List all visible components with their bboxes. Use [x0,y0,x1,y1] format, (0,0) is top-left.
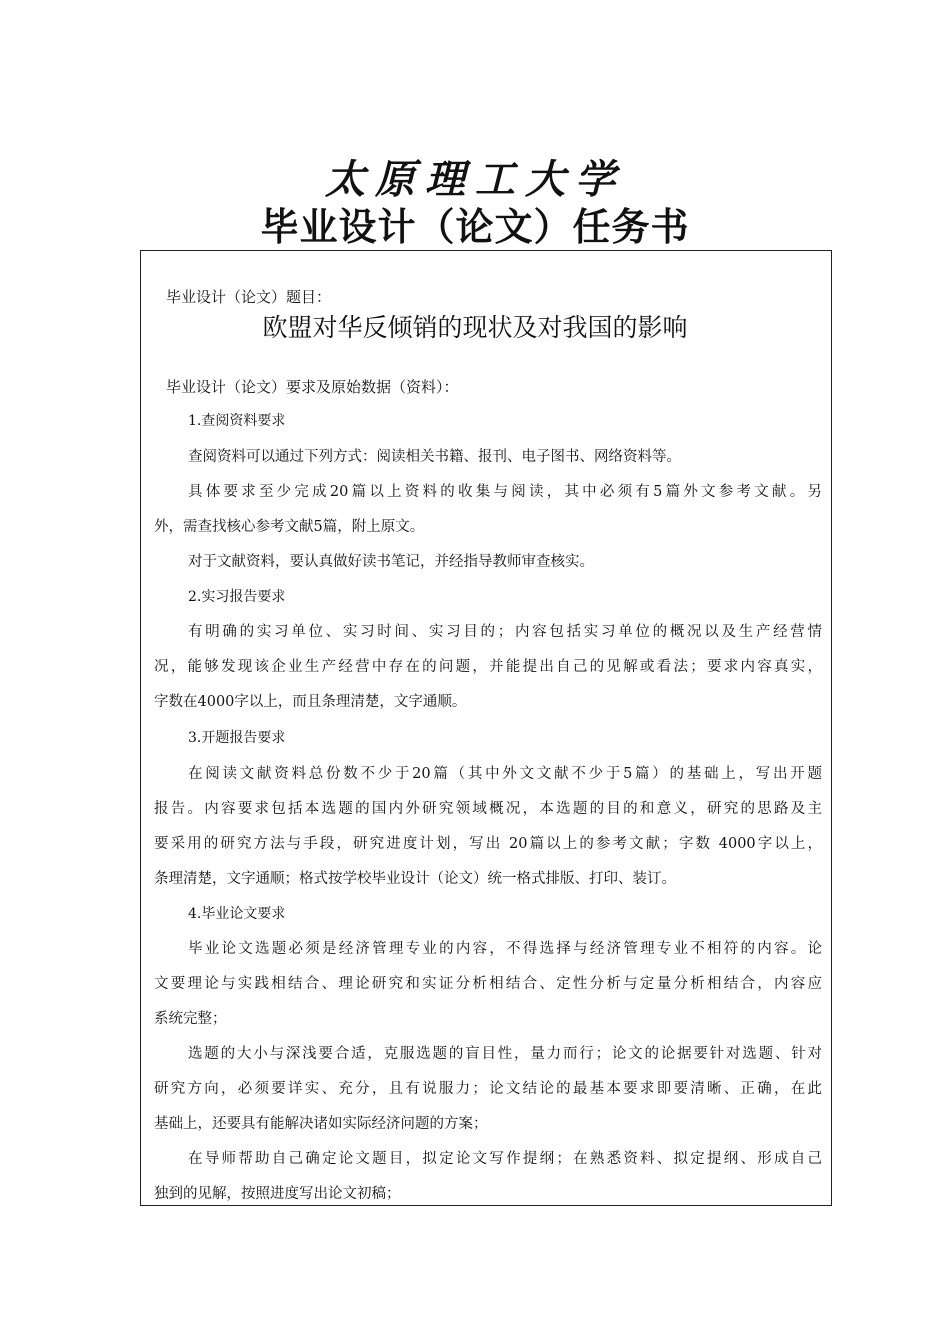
requirements-label: 毕业设计（论文）要求及原始数据（资料）： [166,378,459,396]
paragraph-line: 对于文献资料，要认真做好读书笔记，并经指导教师审查核实。 [188,554,594,570]
paragraph-line: 独到的见解，按照进度写出论文初稿； [154,1186,401,1202]
paragraph-line: 况，能够发现该企业生产经营中存在的问题，并能提出自己的见解或看法；要求内容真实， [154,659,822,675]
university-name: 太原理工大学 [325,156,625,203]
paragraph-line: 研究方向，必须要详实、充分，且有说服力；论文结论的最基本要求即要清晰、正确，在此 [154,1081,822,1097]
paragraph-line: 在阅读文献资料总份数不少于20篇（其中外文文献不少于5篇）的基础上，写出开题 [188,766,822,782]
paragraph-line: 系统完整； [154,1011,227,1027]
topic-label: 毕业设计（论文）题目： [166,288,332,306]
section-heading-proposal: 3.开题报告要求 [188,730,286,746]
paragraph-line: 在导师帮助自己确定论文题目，拟定论文写作提纲；在熟悉资料、拟定提纲、形成自己 [188,1151,822,1167]
section-heading-literature: 1.查阅资料要求 [188,413,286,429]
paragraph-line: 外，需查找核心参考文献5篇，附上原文。 [154,519,425,535]
paragraph-line: 基础上，还要具有能解决诸如实际经济问题的方案； [154,1116,488,1132]
paragraph-line: 文要理论与实践相结合、理论研究和实证分析相结合、定性分析与定量分析相结合，内容应 [154,976,822,992]
paragraph-line: 字数在4000字以上，而且条理清楚，文字通顺。 [154,694,467,710]
paragraph-line: 报告。内容要求包括本选题的国内外研究领域概况，本选题的目的和意义，研究的思路及主 [154,801,822,817]
paragraph-line: 毕业论文选题必须是经济管理专业的内容，不得选择与经济管理专业不相符的内容。论 [188,941,822,957]
section-heading-internship: 2.实习报告要求 [188,589,286,605]
paragraph-line: 有明确的实习单位、实习时间、实习目的；内容包括实习单位的概况以及生产经营情 [188,624,822,640]
paragraph-line: 具体要求至少完成20篇以上资料的收集与阅读，其中必须有5篇外文参考文献。另 [188,484,822,500]
paragraph-line: 要采用的研究方法与手段，研究进度计划，写出 20篇以上的参考文献；字数 4000字以上， [154,836,822,852]
section-heading-thesis: 4.毕业论文要求 [188,906,286,922]
paragraph-line: 查阅资料可以通过下列方式：阅读相关书籍、报刊、电子图书、网络资料等。 [188,449,681,465]
document-title: 毕业设计（论文）任务书 [260,205,690,249]
paragraph-line: 选题的大小与深浅要合适，克服选题的盲目性，量力而行；论文的论据要针对选题、针对 [188,1046,822,1062]
paragraph-line: 条理清楚，文字通顺；格式按学校毕业设计（论文）统一格式排版、打印、装订。 [154,871,676,887]
topic-title: 欧盟对华反倾销的现状及对我国的影响 [262,313,688,342]
